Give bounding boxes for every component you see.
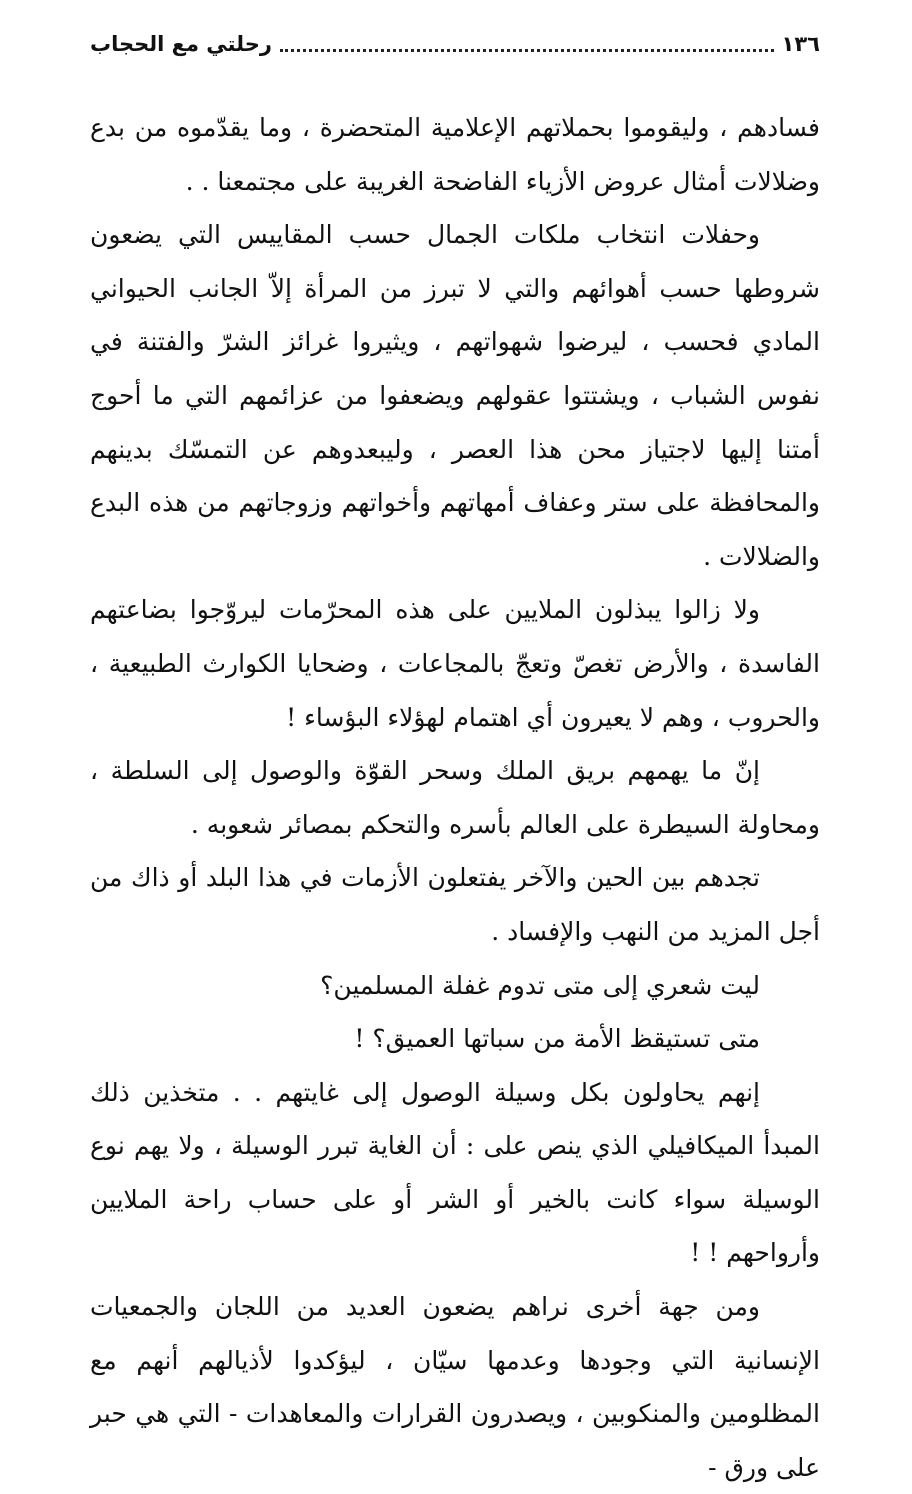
running-header (90, 22, 820, 66)
paragraph: وحفلات انتخاب ملكات الجمال حسب المقاييس التي يضعون شروطها حسب أهوائهم والتي لا تبرز من المرأة إلاّ الجانب الحيواني المادي فحسب ، ليرضوا شهواتهم ، ويثيروا غرائز الشرّ والفتنة في نفوس الشباب ، ويشتتوا عقولهم ويضعفوا من عزائمهم التي ما أحوج أمتنا إليها لاجتياز محن هذا العصر ، وليبعدوهم عن التمسّك بدينهم والمحافظة على ستر وعفاف أمهاتهم وأخواتهم وزوجاتهم من هذه البدع والضلالات . (90, 220, 820, 571)
paragraph: إنّ ما يهمهم بريق الملك وسحر القوّة والوصول إلى السلطة ، ومحاولة السيطرة على العالم بأسره والتحكم بمصائر شعوبه . (90, 756, 820, 839)
question-line: متى تستيقظ الأمة من سباتها العميق؟ ! (354, 1024, 760, 1054)
body-text (90, 101, 820, 1494)
paragraph: إنهم يحاولون بكل وسيلة الوصول إلى غايتهم . . متخذين ذلك المبدأ الميكافيلي الذي ينص على : أن الغاية تبرر الوسيلة ، ولا يهم نوع الوسيلة سواء كانت بالخير أو الشر أو على حساب راحة الملايين وأرواحهم ! ! (90, 1077, 820, 1268)
paragraph: ومن جهة أخرى نراهم يضعون العديد من اللجان والجمعيات الإنسانية التي وجودها وعدمها سيّان ، ليؤكدوا لأذيالهم أنهم مع المظلومين والمنكوبين ، ويصدرون القرارات والمعاهدات - التي هي حبر على ورق - (90, 1292, 820, 1482)
paragraph: تجدهم بين الحين والآخر يفتعلون الأزمات في هذا البلد أو ذاك من أجل المزيد من النهب والإفساد . (90, 863, 820, 946)
paragraph: فسادهم ، وليقوموا بحملاتهم الإعلامية المتحضرة ، وما يقدّموه من بدع وضلالات أمثال عروض الأزياء الفاضحة الغريبة على مجتمعنا . . (90, 113, 820, 196)
book-title: رحلتي مع الحجاب (90, 32, 272, 56)
question-line: ليت شعري إلى متى تدوم غفلة المسلمين؟ (320, 970, 760, 1000)
paragraph: ولا زالوا يبذلون الملايين على هذه المحرّمات ليروّجوا بضاعتهم الفاسدة ، والأرض تغصّ وتعجّ بالمجاعات ، وضحايا الكوارث الطبيعية ، والحروب ، وهم لا يعيرون أي اهتمام لهؤلاء البؤساء ! (90, 595, 820, 732)
page-number: ١٣٦ (781, 32, 820, 56)
dotted-leader (280, 49, 774, 52)
